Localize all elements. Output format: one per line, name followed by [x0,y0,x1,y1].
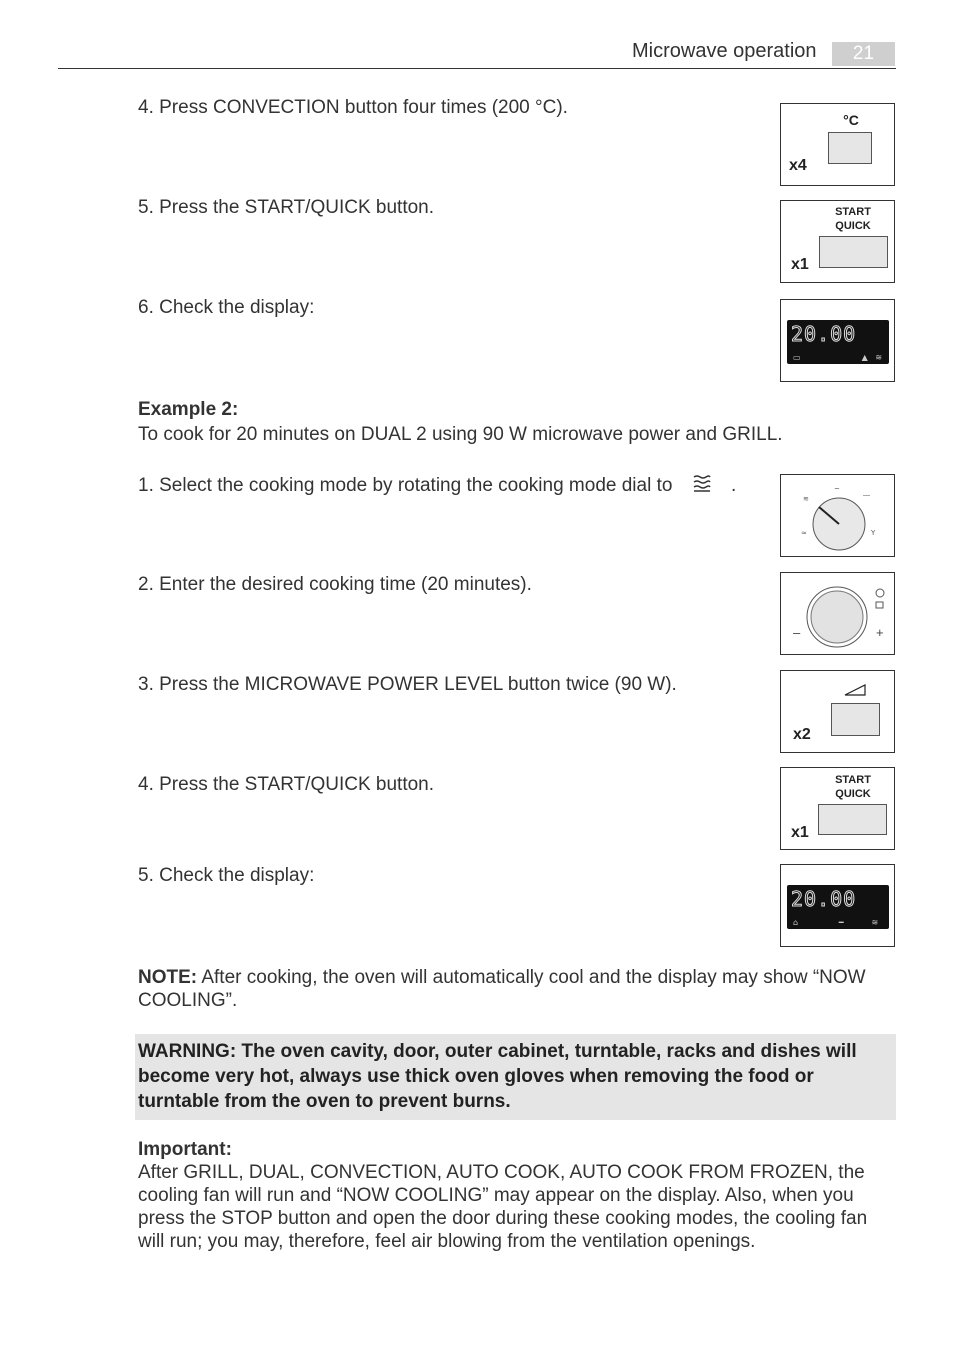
page-number: 21 [832,42,895,66]
lcd-display [787,320,889,364]
example-intro: To cook for 20 minutes on DUAL 2 using 90 W microwave power and GRILL. [138,424,783,445]
dual-grill-icon [692,474,712,498]
power-level-icon [843,683,867,697]
step-enter-time: 2. Enter the desired cooking time (20 minutes). [138,574,532,595]
section-title: Microwave operation [632,40,817,62]
note-paragraph [138,966,898,1012]
step-select-mode-text: 1. Select the cooking mode by rotating the cooking mode dial to [138,475,673,497]
quick-label: QUICK [835,220,871,232]
lcd-display [787,885,889,929]
header-divider [58,68,896,69]
note-text: After cooking, the oven will automatically cool and the display may show “NOW COOLING”. [138,967,866,1011]
svg-text:~: ~ [834,485,840,493]
start-quick-button-icon [818,804,887,835]
step-select-mode [138,474,736,498]
start-quick-button-icon [819,236,888,268]
display-figure [780,299,895,382]
multiplier-label: x1 [791,824,809,841]
step-check-display-2: 5. Check the display: [138,865,315,886]
step-start-quick-2: 4. Press the START/QUICK button. [138,774,435,795]
important-text: After GRILL, DUAL, CONVECTION, AUTO COOK, AUTO COOK FROM FROZEN, the cooling fan will run and “NOW COOLING” may appear on the display. Also, when you press the STOP button and open the door during these cooking modes, the cooling fan will run; you may, therefore, feel air blowing from the ventilation openings. [138,1162,868,1252]
svg-text:≈: ≈ [801,529,807,537]
step-check-display: 6. Check the display: [138,297,315,318]
convection-button-icon [828,132,872,164]
multiplier-label: x2 [793,726,811,743]
mode-dial-icon [781,475,894,556]
step-select-mode-end: . [731,475,737,497]
warning-text: WARNING: The oven cavity, door, outer cabinet, turntable, racks and dishes will become very hot, always use thick oven gloves when removing the food or turntable from the oven to prevent burns. [138,1041,857,1112]
multiplier-label: x1 [791,256,809,273]
step-power-level: 3. Press the MICROWAVE POWER LEVEL button twice (90 W). [138,674,677,695]
time-knob-icon [781,573,894,654]
start-quick-figure-2 [780,767,895,850]
quick-label: QUICK [835,788,871,800]
important-heading: Important: [138,1139,232,1160]
convection-button-figure [780,103,895,186]
display-digits: 20.00 [791,322,857,346]
multiplier-label: x4 [789,157,807,174]
power-level-figure [780,670,895,753]
minus-sign: – [793,625,801,640]
svg-text:≋: ≋ [803,495,809,503]
step-start-quick: 5. Press the START/QUICK button. [138,197,435,218]
step-convection: 4. Press CONVECTION button four times (200 °C). [138,97,568,118]
display-figure-2 [780,864,895,947]
example-heading: Example 2: [138,399,239,420]
svg-text:⎺: ⎺ [863,495,870,503]
note-label: NOTE: [138,967,198,988]
svg-text:Y: Y [871,529,876,537]
display-status-icons: ▭ ▲ ≋ [793,353,883,362]
plus-sign: + [876,625,884,640]
power-level-button-icon [831,703,880,736]
time-knob-figure [780,572,895,655]
display-digits: 20.00 [791,887,857,911]
start-label: START [835,206,871,218]
start-quick-figure [780,200,895,283]
start-label: START [835,774,871,786]
celsius-label: °C [843,112,859,128]
display-status-icons: ⌂ ━ ≋ [793,918,879,927]
mode-dial-figure [780,474,895,557]
